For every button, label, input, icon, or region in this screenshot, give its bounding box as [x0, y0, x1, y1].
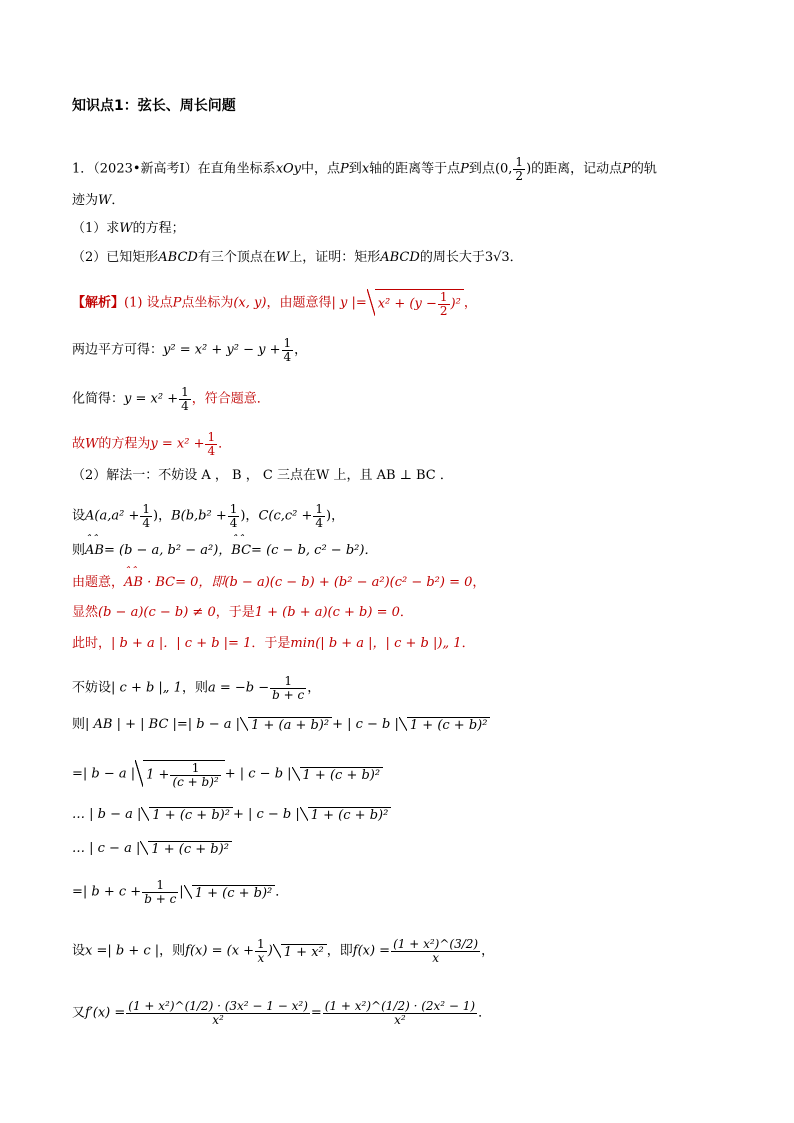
sol-math: | c + b |„ 1	[111, 680, 182, 696]
sol-text: 又	[72, 1005, 86, 1021]
sol-text: 化简得：	[72, 391, 125, 407]
sol-math: =| b + c +	[72, 884, 142, 900]
solution-line-10	[72, 637, 475, 650]
fraction: $\frac{1}{b + c}$	[272, 674, 305, 702]
sol-text: 设	[72, 508, 86, 524]
sol-math: )，	[326, 508, 345, 524]
sol-text: ，	[307, 680, 321, 696]
sol-math: 1 + (b + a)(c + b) = 0	[254, 605, 400, 620]
stem-math: )	[526, 161, 532, 177]
sol-math: (x, y)	[233, 295, 267, 311]
sol-text: ，	[481, 943, 495, 959]
sqrt: 1 + (a + b)²	[248, 717, 332, 732]
sol-text: 则	[72, 717, 86, 732]
sol-math: f(x) = (x +	[185, 943, 255, 959]
sol-text: 两边平方可得：	[72, 342, 164, 358]
solution-line-14	[72, 807, 391, 822]
solution-line-16	[72, 879, 288, 905]
sol-math: x =| b + c |	[85, 943, 160, 959]
stem-text: 到	[348, 161, 362, 177]
problem-number: 1．	[72, 161, 94, 177]
stem-math: P	[340, 161, 349, 177]
stem-text: 的轨	[630, 161, 657, 177]
sqrt: 1 + (c + b)²	[300, 767, 384, 782]
problem-line-2	[72, 194, 124, 207]
sol-math: |	[179, 884, 184, 900]
sqrt: 1 + (c + b)²	[148, 841, 232, 856]
fraction: $\frac{1}{b + c}$	[144, 878, 177, 906]
sol-text: 的方程为	[98, 436, 151, 452]
problem-source: （2023•新高考Ⅰ）	[93, 161, 198, 177]
sol-text: 显然	[72, 605, 99, 620]
solution-line-11	[72, 675, 320, 701]
q-math: ABCD	[380, 250, 420, 265]
sol-math: = (c − b, c² − b²)．	[251, 543, 378, 558]
sol-math: | b + a |．| c + b |= 1	[111, 636, 252, 651]
section-heading: 知识点1：弦长、周长问题	[72, 98, 236, 114]
problem-line-1	[72, 156, 657, 182]
sol-math: W	[85, 436, 99, 452]
q-text: 有三个顶点在	[197, 250, 276, 265]
stem-text: 轴的距离等于点	[369, 161, 461, 177]
stem-math: xOy	[275, 161, 302, 177]
solution-line-13	[72, 760, 383, 788]
sol-text: ，符合题意．	[191, 391, 270, 407]
sol-text: ．	[478, 1005, 492, 1021]
sol-math: =	[310, 1005, 322, 1021]
solution-line-15	[72, 841, 232, 856]
sol-text: ，于是	[215, 605, 255, 620]
q-text: （1）求	[72, 221, 120, 236]
sol-text: 故	[72, 436, 86, 452]
sol-text: ．	[275, 884, 289, 900]
solution-line-9	[72, 606, 413, 619]
fraction: $\frac{1}{4}$	[283, 336, 292, 364]
fraction: $\frac{\text{(1 + x²)\textasciicircum{}(1/2) · (2x² − 1)}}{\text{x²}}$	[324, 999, 476, 1027]
stem-text: 迹为	[72, 193, 99, 208]
solution-line-12	[72, 717, 490, 732]
solution-line-8	[72, 576, 485, 589]
q-text: 上，证明：矩形	[289, 250, 381, 265]
sol-text: ，	[463, 295, 477, 311]
stem-math: W	[98, 193, 112, 208]
sol-math: (b − a)(c − b) ≠ 0	[98, 605, 216, 620]
stem-text: 在直角坐标系	[197, 161, 276, 177]
sqrt: x² + (y − $\frac{1}{2}$ )²	[375, 289, 464, 317]
fraction: $\frac{1}{4}$	[229, 502, 238, 530]
stem-text: ．	[111, 193, 125, 208]
solution-tag: 【解析】	[72, 295, 125, 311]
sol-text: 点坐标为	[181, 295, 234, 311]
sol-math: + | c − b |	[224, 766, 292, 782]
sqrt: 1 + (c + b)²	[308, 807, 392, 822]
fraction: $\frac{1}{2}$	[515, 155, 524, 183]
fraction: $\frac{1}{4}$	[181, 385, 189, 413]
sol-math: a = −b −	[207, 680, 270, 696]
solution-line-17	[72, 938, 494, 964]
sol-text: ，由题意得	[266, 295, 332, 311]
fraction: $\frac{1}{x}$	[257, 937, 265, 965]
sol-math: f′(x) =	[85, 1005, 126, 1021]
fraction: $\frac{1}{4}$	[207, 430, 216, 458]
solution-line-5: （2）解法一：不妨设 A ， B ， C 三点在W 上，且 AB ⊥ BC ．	[72, 468, 453, 483]
sol-math: y = x² +	[124, 391, 179, 407]
sol-text: 由题意，	[72, 575, 125, 590]
stem-math: (0,	[494, 161, 513, 177]
sol-text: 不妨设	[72, 680, 112, 696]
sol-text: ．于是	[251, 636, 291, 651]
sol-math: A(a,a² +	[85, 508, 140, 524]
sol-text: 此时，	[72, 636, 112, 651]
question-1	[72, 222, 185, 235]
q-math: ABCD	[158, 250, 198, 265]
solution-line-2	[72, 337, 307, 363]
sqrt: 1 + (c + b)²	[149, 807, 233, 822]
sol-text: (1) 设点	[124, 295, 173, 311]
stem-text: 的距离，记动点	[531, 161, 623, 177]
sol-text: ，	[472, 575, 486, 590]
sol-text: ，则	[181, 680, 208, 696]
q-math: W	[275, 250, 290, 265]
solution-line-18	[72, 1000, 491, 1026]
sol-math: C(c,c² +	[258, 508, 313, 524]
sol-math: = (b − a, b² − a²)，	[103, 543, 232, 558]
sol-math: B(b,b² +	[171, 508, 227, 524]
solution-line-3	[72, 386, 270, 412]
q-math: 3√3	[484, 250, 510, 265]
stem-math: P	[460, 161, 469, 177]
sol-math: =| b − a |	[72, 766, 136, 782]
sol-math: … | c − a |	[72, 841, 141, 856]
question-2	[72, 251, 523, 264]
sol-math: )，	[240, 508, 259, 524]
q-text: 的周长大于	[419, 250, 485, 265]
solution-line-6	[72, 503, 344, 529]
vector-bc: ⌃⌃ BC	[231, 543, 251, 558]
sol-math: | AB | + | BC |=| b − a |	[85, 717, 241, 732]
sol-text: ，即	[326, 943, 353, 959]
sol-text: ．	[461, 636, 475, 651]
fraction: $\frac{1}{4}$	[142, 502, 150, 530]
sol-math: ⌃⌃ AB · BC	[124, 575, 175, 590]
sol-math: f(x) =	[352, 943, 391, 959]
sol-text: 则	[72, 543, 86, 558]
fraction: $\frac{\text{(1 + x²)\textasciicircum{}(1/2) · (3x² − 1 − x²)}}{\text{x²}}$	[128, 999, 308, 1027]
fraction: $\frac{\text{(1 + x²)\textasciicircum{}(3/2)}}{x}$	[393, 937, 479, 965]
stem-math: P	[622, 161, 631, 177]
sol-math: | y |=	[331, 295, 367, 311]
stem-text: 中，点	[301, 161, 341, 177]
q-text: 的方程；	[132, 221, 185, 236]
sqrt: 1 + x²	[281, 944, 327, 959]
sol-math: (b − a)(c − b) + (b² − a²)(c² − b²) = 0	[224, 575, 473, 590]
sqrt: 1 + (c + b)²	[407, 717, 491, 732]
sol-math: P	[172, 295, 182, 311]
solution-line-1	[72, 289, 477, 317]
vector-ab: ⌃⌃ AB	[85, 543, 104, 558]
sol-math: min(| b + a |，| c + b |)„ 1	[290, 636, 462, 651]
solution-line-7	[72, 544, 377, 557]
sqrt: 1 + (c + b)²	[192, 885, 276, 900]
q-text: （2）已知矩形	[72, 250, 159, 265]
sol-math: … | b − a |	[72, 807, 142, 822]
sol-text: ．	[399, 605, 413, 620]
stem-text: 到点	[468, 161, 495, 177]
sol-text: ，	[294, 342, 308, 358]
stem-math: x	[361, 161, 370, 177]
sol-math: y = x² +	[150, 436, 205, 452]
sol-math: = 0，即	[175, 575, 225, 590]
sol-math: + | c − b |	[232, 807, 300, 822]
sol-text: ．	[218, 436, 232, 452]
sol-text: ，则	[159, 943, 186, 959]
fraction: $\frac{1}{4}$	[315, 502, 324, 530]
sol-math: + | c − b |	[332, 717, 399, 732]
sol-math: )	[267, 943, 273, 959]
q-text: ．	[509, 250, 523, 265]
solution-line-4	[72, 431, 231, 457]
sol-text: 设	[72, 943, 86, 959]
sol-math: y² = x² + y² − y +	[163, 342, 281, 358]
sqrt: 1 + $\frac{1}{\text{(c + b)²}}$	[143, 760, 225, 788]
q-math: W	[119, 221, 133, 236]
sol-math: )，	[153, 508, 172, 524]
